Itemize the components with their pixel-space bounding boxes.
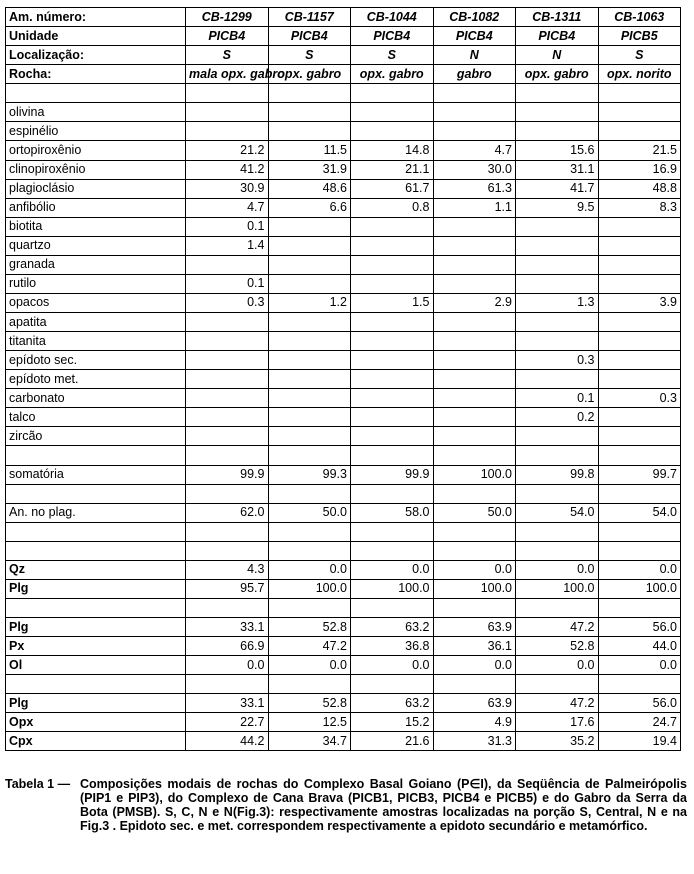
table-cell: PICB4 [433, 27, 516, 46]
table-cell: 31.1 [516, 160, 599, 179]
table-cell: 4.7 [433, 141, 516, 160]
table-cell: 0.8 [351, 198, 434, 217]
table-cell: 0.1 [186, 274, 269, 293]
table-cell: 100.0 [351, 579, 434, 598]
table-cell: 47.2 [516, 694, 599, 713]
table-cell [351, 332, 434, 351]
table-row [6, 217, 681, 236]
table-cell: gabro [433, 65, 516, 84]
table-cell: 61.3 [433, 179, 516, 198]
row-label: espinélio [6, 122, 186, 141]
table-cell: 100.0 [516, 579, 599, 598]
spacer-row [6, 484, 681, 503]
table-cell: 24.7 [598, 713, 681, 732]
table-cell: 15.2 [351, 713, 434, 732]
table-cell [351, 427, 434, 446]
row-label: Localização: [6, 46, 186, 65]
row-label: titanita [6, 332, 186, 351]
table-cell [351, 274, 434, 293]
table-cell [433, 351, 516, 370]
table-cell [268, 370, 351, 389]
table-row [6, 313, 681, 332]
table-cell [598, 408, 681, 427]
table-row [6, 465, 681, 484]
row-label: Cpx [6, 732, 186, 751]
row-label: talco [6, 408, 186, 427]
table-cell [433, 389, 516, 408]
row-label: Plg [6, 694, 186, 713]
row-label: epídoto sec. [6, 351, 186, 370]
table-cell: 2.9 [433, 293, 516, 312]
table-cell: 35.2 [516, 732, 599, 751]
table-cell [598, 332, 681, 351]
table-cell [433, 408, 516, 427]
table-cell: 12.5 [268, 713, 351, 732]
table-cell: opx. gabro [351, 65, 434, 84]
table-cell: 0.3 [516, 351, 599, 370]
table-cell [268, 332, 351, 351]
table-cell: 44.2 [186, 732, 269, 751]
table-row [6, 103, 681, 122]
table-row [6, 389, 681, 408]
table-cell: S [598, 46, 681, 65]
table-cell [598, 255, 681, 274]
table-row [6, 179, 681, 198]
table-cell: 0.2 [516, 408, 599, 427]
row-label: olivina [6, 103, 186, 122]
table-cell: 4.7 [186, 198, 269, 217]
table-row [6, 46, 681, 65]
table-cell: 0.3 [598, 389, 681, 408]
table-cell [268, 103, 351, 122]
table-cell: 47.2 [268, 637, 351, 656]
table-cell [598, 274, 681, 293]
table-cell: 0.0 [598, 656, 681, 675]
table-cell [598, 313, 681, 332]
table-cell: 0.0 [351, 656, 434, 675]
table-cell: 54.0 [598, 503, 681, 522]
table-cell: CB-1063 [598, 8, 681, 27]
table-cell [351, 313, 434, 332]
table-cell: 34.7 [268, 732, 351, 751]
table-cell [516, 370, 599, 389]
table-cell: 50.0 [433, 503, 516, 522]
table-cell: 0.1 [516, 389, 599, 408]
table-cell: 16.9 [598, 160, 681, 179]
table-cell: 0.0 [598, 560, 681, 579]
table-cell: 0.0 [351, 560, 434, 579]
table-cell [433, 313, 516, 332]
modal-composition-table [5, 7, 681, 751]
table-cell [433, 274, 516, 293]
spacer-row [6, 84, 681, 103]
table-cell: 1.3 [516, 293, 599, 312]
table-cell [516, 332, 599, 351]
caption-text: Composições modais de rochas do Complexo Basal Goiano (P∈I), da Seqüência de Palmeirópolis (PIP1 e PIP3), do Complexo de Cana Brava (PICB1, PICB3, PICB4 e PICB5) e do Gabro da Serra da Bota (PMSB). S, C, N e N(Fig.3): respectivamente amostras localizadas na porção S, Central, N e na Fig.3 . Epidoto sec. e met. correspondem respectivamente a epidoto secundário e metamórfico. [80, 777, 687, 833]
table-cell [516, 122, 599, 141]
table-cell: 63.9 [433, 618, 516, 637]
table-cell: 52.8 [268, 618, 351, 637]
table-cell: S [186, 46, 269, 65]
table-cell: 56.0 [598, 618, 681, 637]
table-row [6, 27, 681, 46]
table-cell [186, 255, 269, 274]
table-cell [433, 255, 516, 274]
row-label: Px [6, 637, 186, 656]
table-cell: 63.9 [433, 694, 516, 713]
table-cell [433, 332, 516, 351]
table-cell: 3.9 [598, 293, 681, 312]
table-cell [433, 217, 516, 236]
table-row [6, 427, 681, 446]
table-cell [268, 274, 351, 293]
table-cell [268, 408, 351, 427]
table-cell: 21.1 [351, 160, 434, 179]
row-label: epídoto met. [6, 370, 186, 389]
table-row [6, 713, 681, 732]
table-cell [433, 122, 516, 141]
table-cell [516, 255, 599, 274]
table-cell: PICB4 [186, 27, 269, 46]
table-row [6, 141, 681, 160]
table-cell [351, 370, 434, 389]
table-cell: 99.3 [268, 465, 351, 484]
row-label: opacos [6, 293, 186, 312]
table-cell: 100.0 [268, 579, 351, 598]
table-cell: 8.3 [598, 198, 681, 217]
row-label: Am. número: [6, 8, 186, 27]
table-row [6, 579, 681, 598]
table-cell: PICB5 [598, 27, 681, 46]
table-cell [351, 103, 434, 122]
row-label: Plg [6, 579, 186, 598]
row-label: Rocha: [6, 65, 186, 84]
table-row [6, 332, 681, 351]
table-cell: CB-1299 [186, 8, 269, 27]
table-cell: 30.0 [433, 160, 516, 179]
table-row [6, 122, 681, 141]
table-cell: 47.2 [516, 618, 599, 637]
row-label: quartzo [6, 236, 186, 255]
table-cell: 0.1 [186, 217, 269, 236]
table-cell: 54.0 [516, 503, 599, 522]
table-cell [433, 427, 516, 446]
table-cell [186, 332, 269, 351]
table-cell: 63.2 [351, 618, 434, 637]
table-cell: 33.1 [186, 618, 269, 637]
table-cell: 44.0 [598, 637, 681, 656]
table-row [6, 293, 681, 312]
table-cell [516, 274, 599, 293]
table-cell [186, 122, 269, 141]
table-cell: 66.9 [186, 637, 269, 656]
table-cell: PICB4 [351, 27, 434, 46]
row-label: Opx [6, 713, 186, 732]
table-cell: 100.0 [433, 579, 516, 598]
table-cell [433, 103, 516, 122]
table-cell: 52.8 [516, 637, 599, 656]
row-label: ortopiroxênio [6, 141, 186, 160]
table-cell: mala opx. gabro [186, 65, 269, 84]
spacer-row [6, 675, 681, 694]
table-cell: 21.2 [186, 141, 269, 160]
table-cell: S [268, 46, 351, 65]
spacer-row [6, 598, 681, 617]
table-cell [186, 408, 269, 427]
table-cell [351, 351, 434, 370]
table-cell: 1.5 [351, 293, 434, 312]
table-cell: 0.0 [516, 560, 599, 579]
table-cell: 22.7 [186, 713, 269, 732]
table-cell: opx. norito [598, 65, 681, 84]
table-cell: 99.7 [598, 465, 681, 484]
table-row [6, 637, 681, 656]
table-row [6, 8, 681, 27]
table-cell [598, 236, 681, 255]
table-cell: 21.5 [598, 141, 681, 160]
row-label: An. no plag. [6, 503, 186, 522]
table-cell: 58.0 [351, 503, 434, 522]
table-cell: 100.0 [433, 465, 516, 484]
table-cell: 63.2 [351, 694, 434, 713]
table-cell: opx. gabro [516, 65, 599, 84]
row-label: anfibólio [6, 198, 186, 217]
table-cell: 36.1 [433, 637, 516, 656]
table-cell: 99.8 [516, 465, 599, 484]
table-cell: 99.9 [351, 465, 434, 484]
table-cell: N [516, 46, 599, 65]
table-cell: 33.1 [186, 694, 269, 713]
table-row [6, 160, 681, 179]
table-cell [516, 236, 599, 255]
table-cell [268, 236, 351, 255]
table-cell [598, 122, 681, 141]
table-row [6, 560, 681, 579]
table-row [6, 236, 681, 255]
table-cell: 0.3 [186, 293, 269, 312]
row-label: plagioclásio [6, 179, 186, 198]
row-label: carbonato [6, 389, 186, 408]
table-cell: 0.0 [186, 656, 269, 675]
table-cell [268, 427, 351, 446]
table-cell: 0.0 [433, 560, 516, 579]
table-cell: 1.2 [268, 293, 351, 312]
table-cell [516, 313, 599, 332]
table-cell: 48.8 [598, 179, 681, 198]
table-row [6, 370, 681, 389]
table-cell [186, 370, 269, 389]
table-cell [351, 408, 434, 427]
table-row [6, 198, 681, 217]
table-cell [268, 122, 351, 141]
table-cell [186, 427, 269, 446]
table-cell [268, 389, 351, 408]
table-cell [268, 217, 351, 236]
table-cell: 41.7 [516, 179, 599, 198]
table-cell [433, 370, 516, 389]
table-cell [433, 236, 516, 255]
table-cell: 61.7 [351, 179, 434, 198]
table-cell: opx. gabro [268, 65, 351, 84]
table-cell: 4.3 [186, 560, 269, 579]
table-cell [598, 217, 681, 236]
table-cell: S [351, 46, 434, 65]
table-cell [598, 351, 681, 370]
row-label: clinopiroxênio [6, 160, 186, 179]
row-label: zircão [6, 427, 186, 446]
table-row [6, 694, 681, 713]
table-cell: CB-1082 [433, 8, 516, 27]
table-cell [516, 103, 599, 122]
table-cell: 100.0 [598, 579, 681, 598]
table-cell: 19.4 [598, 732, 681, 751]
table-cell: 0.0 [433, 656, 516, 675]
table-cell: 9.5 [516, 198, 599, 217]
table-cell: 30.9 [186, 179, 269, 198]
table-cell: 11.5 [268, 141, 351, 160]
row-label: somatória [6, 465, 186, 484]
table-cell: 62.0 [186, 503, 269, 522]
table-row [6, 65, 681, 84]
table-cell: 31.3 [433, 732, 516, 751]
table-cell [598, 427, 681, 446]
table-cell: PICB4 [516, 27, 599, 46]
table-cell: 41.2 [186, 160, 269, 179]
table-row [6, 732, 681, 751]
table-row [6, 656, 681, 675]
table-cell: N [433, 46, 516, 65]
table-cell: 50.0 [268, 503, 351, 522]
table-cell: 17.6 [516, 713, 599, 732]
table-cell [598, 103, 681, 122]
table-cell: 99.9 [186, 465, 269, 484]
table-cell: 36.8 [351, 637, 434, 656]
table-row [6, 503, 681, 522]
table-cell [351, 236, 434, 255]
table-cell [351, 217, 434, 236]
table-cell: 48.6 [268, 179, 351, 198]
table-cell [186, 313, 269, 332]
row-label: Unidade [6, 27, 186, 46]
table-cell [186, 389, 269, 408]
table-cell [186, 351, 269, 370]
table-cell: 14.8 [351, 141, 434, 160]
row-label: Ol [6, 656, 186, 675]
table-row [6, 351, 681, 370]
table-cell [516, 217, 599, 236]
table-cell [516, 427, 599, 446]
table-cell [268, 351, 351, 370]
spacer-row [6, 541, 681, 560]
table-cell: 52.8 [268, 694, 351, 713]
row-label: Qz [6, 560, 186, 579]
table-cell: 15.6 [516, 141, 599, 160]
table-cell: 1.1 [433, 198, 516, 217]
table-cell [186, 103, 269, 122]
table-cell: 1.4 [186, 236, 269, 255]
spacer-row [6, 522, 681, 541]
table-cell: PICB4 [268, 27, 351, 46]
table-cell [351, 122, 434, 141]
table-row [6, 274, 681, 293]
table-cell: CB-1044 [351, 8, 434, 27]
table-cell: 4.9 [433, 713, 516, 732]
table-cell: 0.0 [516, 656, 599, 675]
table-cell: 6.6 [268, 198, 351, 217]
spacer-row [6, 446, 681, 465]
row-label: apatita [6, 313, 186, 332]
table-row [6, 618, 681, 637]
table-cell [268, 313, 351, 332]
caption-lead: Tabela 1 — [5, 777, 71, 791]
row-label: granada [6, 255, 186, 274]
row-label: rutilo [6, 274, 186, 293]
row-label: biotita [6, 217, 186, 236]
table-cell: 21.6 [351, 732, 434, 751]
table-cell [598, 370, 681, 389]
table-row [6, 408, 681, 427]
table-cell: CB-1311 [516, 8, 599, 27]
table-cell [351, 255, 434, 274]
row-label: Plg [6, 618, 186, 637]
table-cell: 31.9 [268, 160, 351, 179]
table-cell [268, 255, 351, 274]
table-cell: 95.7 [186, 579, 269, 598]
table-cell: CB-1157 [268, 8, 351, 27]
table-cell [351, 389, 434, 408]
table-cell: 0.0 [268, 560, 351, 579]
table-row [6, 255, 681, 274]
table-cell: 0.0 [268, 656, 351, 675]
table-cell: 56.0 [598, 694, 681, 713]
